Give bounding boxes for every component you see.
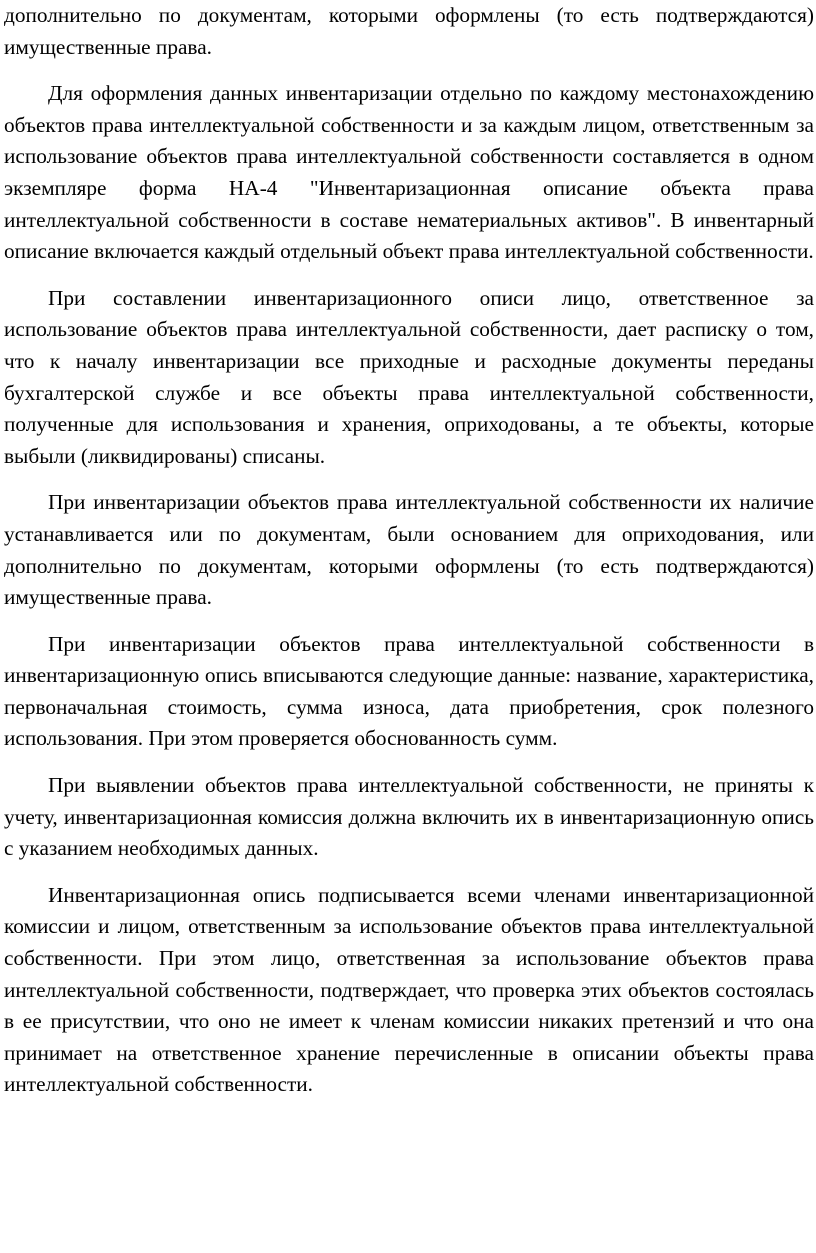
document-page [4,0,814,1116]
paragraph-presence: При инвентаризации объектов права интеллектуальной собственности их наличие устанавливается или по документам, были основанием для оприходования, или дополнительно по документам, которыми оформлены (то есть подтверждаются) имущественные права. [4,490,814,610]
paragraph-data-fields: При инвентаризации объектов права интеллектуальной собственности в инвентаризационную опись вписываются следующие данные: название, характеристика, первоначальная стоимость, сумма износа, дата приобретения, срок полезного использования. При этом проверяется обоснованность сумм. [4,631,814,751]
paragraph-receipt: При составлении инвентаризационного описи лицо, ответственное за использование объектов права интеллектуальной собственности, дает расписку о том, что к началу инвентаризации все приходные и расходные документы переданы бухгалтерской службе и все объекты права интеллектуальной собственности, полученные для использования и хранения, оприходованы, а те объекты, которые выбыли (ликвидированы) списаны. [4,285,814,468]
paragraph-continued: дополнительно по документам, которыми оформлены (то есть подтверждаются) имущественные права. [4,3,814,59]
paragraph-signature: Инвентаризационная опись подписывается всеми членами инвентаризационной комиссии и лицом, ответственным за использование объектов права интеллектуальной собственности. При этом лицо, ответственная за использование объектов права интеллектуальной собственности, подтверждает, что проверка этих объектов состоялась в ее присутствии, что оно не имеет к членам комиссии никаких претензий и что она принимает на ответственное хранение перечисленные в описании объекты права интеллектуальной собственности. [4,882,814,1097]
paragraph-unrecorded: При выявлении объектов права интеллектуальной собственности, не приняты к учету, инвентаризационная комиссия должна включить их в инвентаризационную опись с указанием необходимых данных. [4,773,814,861]
paragraph-inventory-form: Для оформления данных инвентаризации отдельно по каждому местонахождению объектов права интеллектуальной собственности и за каждым лицом, ответственным за использование объектов права интеллектуальной собственности составляется в одном экземпляре форма НА-4 "Инвентаризационная описание объекта права интеллектуальной собственности в составе нематериальных активов". В инвентарный описание включается каждый отдельный объект права интеллектуальной собственности. [4,81,814,264]
